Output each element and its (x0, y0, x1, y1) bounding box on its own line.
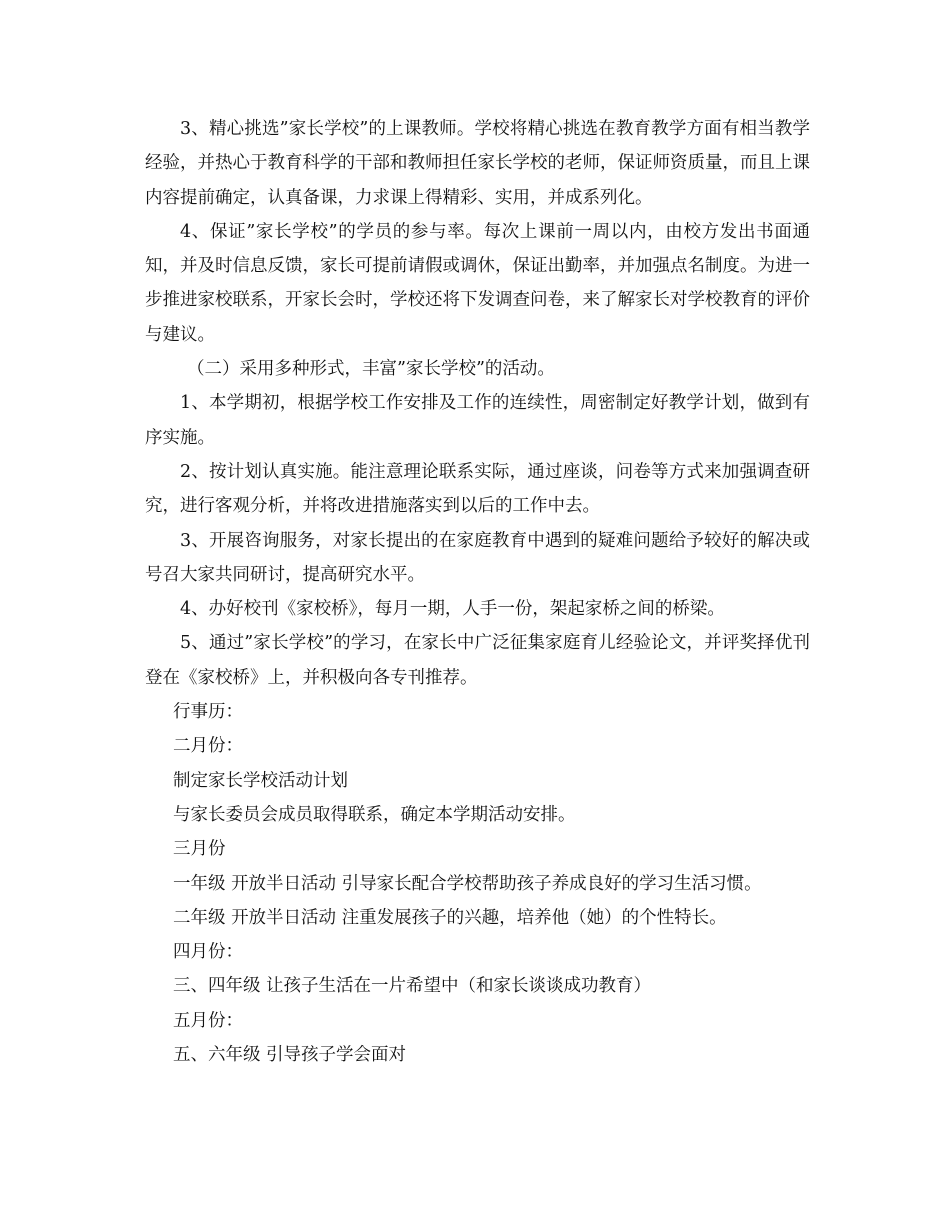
schedule-item: 二年级 开放半日活动 注重发展孩子的兴趣，培养他（她）的个性特长。 (173, 907, 727, 928)
schedule-month-april: 四月份： (173, 942, 243, 963)
paragraph-teacher-selection: 3、精心挑选”家长学校”的上课教师。学校将精心挑选在教育教学方面有相当教学经验，并热心于教育科学的干部和教师担任家长学校的老师，保证师资质量，而且上课内容提前确定，认真备课，力求课上得精彩、实用，并成系列化。 (145, 119, 810, 208)
paragraph-essay-collection: 5、通过”家长学校”的学习，在家长中广泛征集家庭育儿经验论文，并评奖择优刊登在《家校桥》上，并积极向各专刊推荐。 (145, 633, 810, 688)
schedule-month-may: 五月份： (173, 1010, 243, 1031)
paragraph-school-journal: 4、办好校刊《家校桥》，每月一期，人手一份，架起家桥之间的桥梁。 (180, 599, 725, 620)
paragraph-teaching-plan: 1、本学期初，根据学校工作安排及工作的连续性，周密制定好教学计划，做到有序实施。 (145, 393, 810, 448)
schedule-item: 制定家长学校活动计划 (173, 770, 348, 791)
schedule-item: 与家长委员会成员取得联系，确定本学期活动安排。 (173, 804, 576, 825)
paragraph-consulting: 3、开展咨询服务，对家长提出的在家庭教育中遇到的疑难问题给予较好的解决或号召大家共同研讨，提高研究水平。 (145, 530, 810, 585)
section-heading-activities: （二）采用多种形式，丰富”家长学校”的活动。 (187, 359, 555, 380)
schedule-month-march: 三月份 (173, 839, 226, 860)
paragraph-implementation: 2、按计划认真实施。能注意理论联系实际，通过座谈，问卷等方式来加强调查研究，进行客观分析，并将改进措施落实到以后的工作中去。 (145, 461, 810, 517)
schedule-heading: 行事历： (173, 702, 243, 723)
paragraph-participation-rate: 4、保证”家长学校”的学员的参与率。每次上课前一周以内，由校方发出书面通知，并及时信息反馈，家长可提前请假或调休，保证出勤率，并加强点名制度。为进一步推进家校联系，开家长会时，学校还将下发调查问卷，来了解家长对学校教育的评价与建议。 (145, 221, 810, 345)
schedule-month-february: 二月份： (173, 736, 243, 757)
schedule-item: 一年级 开放半日活动 引导家长配合学校帮助孩子养成良好的学习生活习惯。 (173, 873, 762, 894)
schedule-item: 五、六年级 引导孩子学会面对 (173, 1045, 407, 1066)
schedule-item: 三、四年级 让孩子生活在一片希望中（和家长谈谈成功教育） (173, 976, 652, 997)
document-body (145, 112, 810, 1072)
